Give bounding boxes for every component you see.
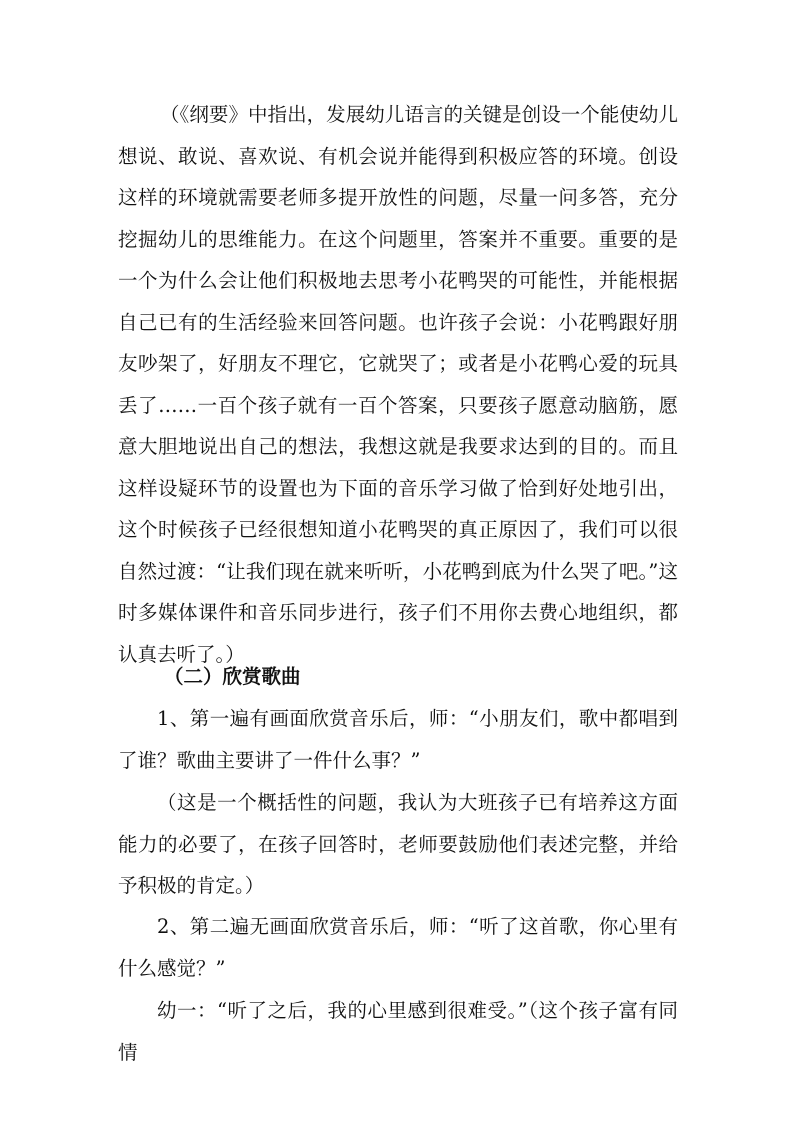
paragraph-commentary-2: （这是一个概括性的问题，我认为大班孩子已有培养这方面能力的必要了，在孩子回答时，老师要鼓励他们表述完整，并给予积极的肯定。） xyxy=(118,791,678,897)
paragraph-child-response: 幼一：“听了之后，我的心里感到很难受。”（这个孩子富有同情 xyxy=(118,999,678,1064)
section-heading-appreciate-song: （二）欣赏歌曲 xyxy=(164,665,301,688)
paragraph-commentary-1: （《纲要》中指出，发展幼儿语言的关键是创设一个能使幼儿想说、敢说、喜欢说、有机会说并能得到积极应答的环境。创设这样的环境就需要老师多提开放性的问题，尽量一问多答，充分挖掘幼儿的思维能力。在这个问题里，答案并不重要。重要的是一个为什么会让他们积极地去思考小花鸭哭的可能性，并能根据自己已有的生活经验来回答问题。也许孩子会说：小花鸭跟好朋友吵架了，好朋友不理它，它就哭了；或者是小花鸭心爱的玩具丢了……一百个孩子就有一百个答案，只要孩子愿意动脑筋，愿意大胆地说出自己的想法，我想这就是我要求达到的目的。而且这样设疑环节的设置也为下面的音乐学习做了恰到好处地引出，这个时候孩子已经很想知道小花鸭哭的真正原因了，我们可以很自然过渡：“让我们现在就来听听，小花鸭到底为什么哭了吧。”这时多媒体课件和音乐同步进行，孩子们不用你去费心地组织，都认真去听了。） xyxy=(118,103,678,666)
paragraph-step-2: 2、第二遍无画面欣赏音乐后，师：“听了这首歌，你心里有什么感觉？” xyxy=(118,915,678,980)
paragraph-step-1: 1、第一遍有画面欣赏音乐后，师：“小朋友们，歌中都唱到了谁？歌曲主要讲了一件什么事？” xyxy=(118,707,678,772)
